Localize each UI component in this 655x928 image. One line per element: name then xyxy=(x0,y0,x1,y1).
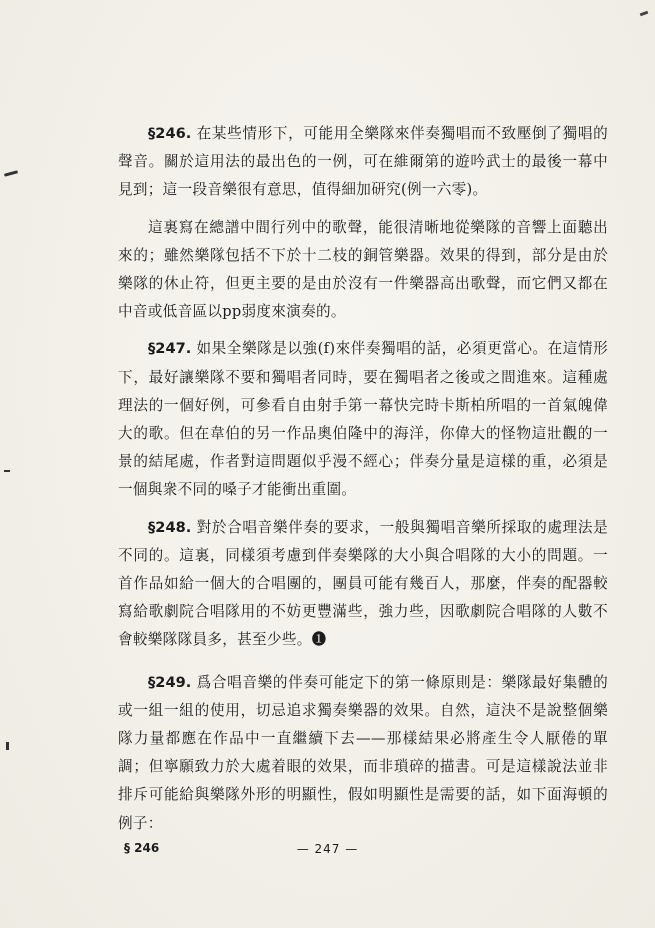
paragraph-247 xyxy=(118,335,608,504)
section-number: §248. xyxy=(148,518,192,536)
paragraph-248 xyxy=(118,514,608,655)
paragraph-text: 爲合唱音樂的伴奏可能定下的第一條原則是：樂隊最好集體的或一組一組的使用，切忌追求獨奏樂器的效果。自然，這決不是說整個樂隊力量都應在作品中一直繼續下去——那樣結果必將產生令人厭倦的單調；但寧願致力於大處着眼的效果，而非瑣碎的描書。可是這樣說法並非排斥可能給與樂隊外形的明顯性，假如明顯性是需要的話，如下面海頓的例子： xyxy=(118,673,608,832)
section-number: §246. xyxy=(148,125,192,142)
scan-corner-mark xyxy=(640,11,649,17)
margin-ink-mark xyxy=(4,170,18,177)
paragraph-text: 如果全樂隊是以強(f)來伴奏獨唱的話，必須更當心。在這情形下，最好讓樂隊不要和獨唱者同時，要在獨唱者之後或之間進來。這種處理法的一個好例，可參看自由射手第一幕快完時卡斯柏所唱的一首氣魄偉大的歌。但在韋伯的另一作品奧伯隆中的海洋，你偉大的怪物這壯觀的一景的結尾處，作者對這問題似乎漫不經心；伴奏分量是這樣的重，必須是一個與衆不同的嗓子才能衝出重圍。 xyxy=(118,340,608,499)
page-number: — 247 — xyxy=(296,842,359,856)
paragraph-246 xyxy=(118,120,608,205)
paragraph-249 xyxy=(118,669,608,838)
section-number: §249. xyxy=(148,673,192,691)
margin-ink-mark xyxy=(4,470,10,472)
margin-ink-mark xyxy=(6,742,9,750)
paragraph-246-cont xyxy=(118,214,608,327)
section-number: §247. xyxy=(148,340,192,358)
paragraph-text: 對於合唱音樂伴奏的要求，一般與獨唱音樂所採取的處理法是不同的。這裏，同樣須考慮到伴奏樂隊的大小與合唱隊的大小的問題。一首作品如給一個大的合唱團的，團員可能有幾百人，那麼，伴奏的配器較寫給歌劇院合唱隊用的不妨更豐滿些，強力些，因歌劇院合唱隊的人數不會較樂隊隊員多，甚至少些。❶ xyxy=(118,518,608,649)
paragraph-text: 在某些情形下，可能用全樂隊來伴奏獨唱而不致壓倒了獨唱的聲音。關於這用法的最出色的一例，可在維爾第的遊吟武士的最後一幕中見到；這一段音樂很有意思，值得細加研究(例一六零)。 xyxy=(118,125,608,199)
footnote-reference: § 246 xyxy=(124,841,160,855)
body-text xyxy=(118,120,608,847)
paragraph-text: 這裏寫在總譜中間行列中的歌聲，能很清晰地從樂隊的音響上面聽出來的；雖然樂隊包括不下於十二枝的銅管樂器。效果的得到，部分是由於樂隊的休止符，但更主要的是由於沒有一件樂器高出歌聲，而它們又都在中音或低音區以pp弱度來演奏的。 xyxy=(118,218,608,321)
